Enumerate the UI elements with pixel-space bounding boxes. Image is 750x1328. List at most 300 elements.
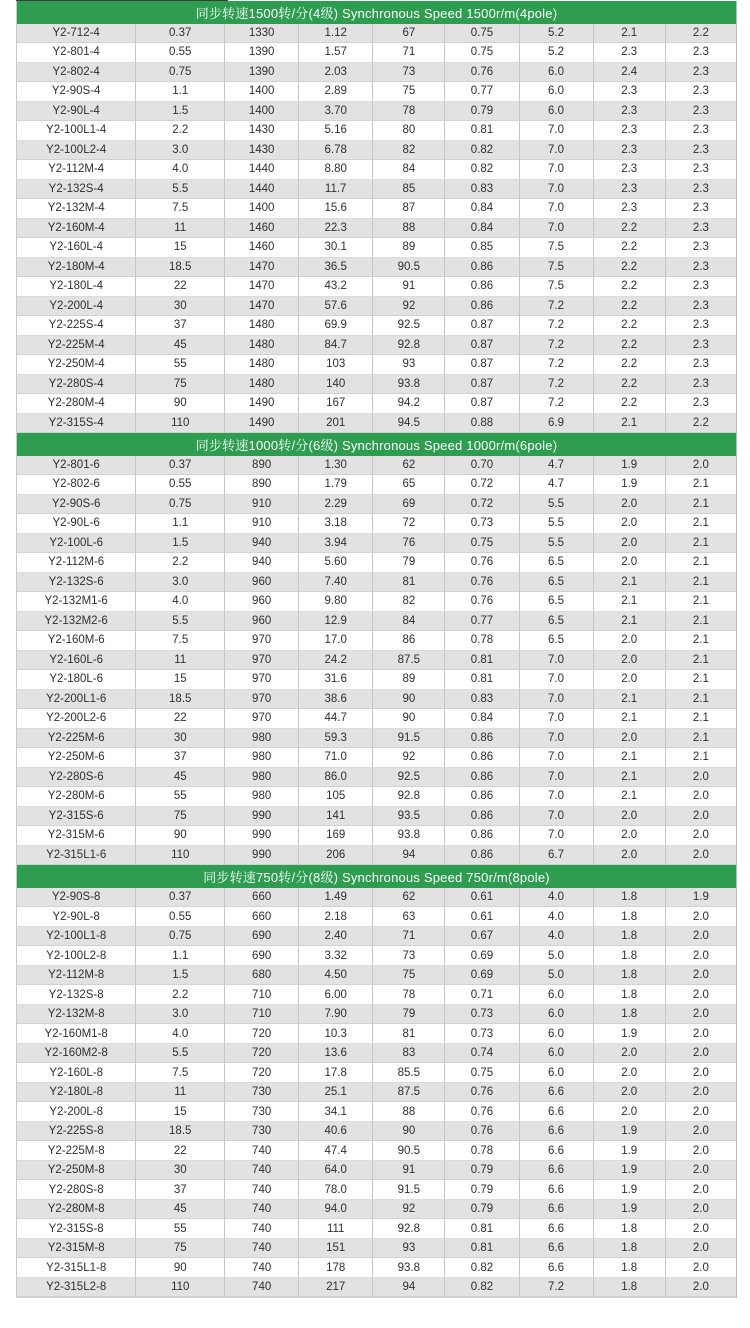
- value-cell: 2.0: [666, 807, 736, 827]
- table-row: [17, 787, 736, 807]
- value-cell: 0.87: [445, 375, 519, 395]
- value-cell: 0.76: [445, 1083, 519, 1103]
- model-cell: Y2-315L1-6: [17, 846, 136, 866]
- value-cell: 22: [136, 709, 225, 729]
- value-cell: 1400: [225, 82, 299, 102]
- value-cell: 0.76: [445, 553, 519, 573]
- value-cell: 0.76: [445, 573, 519, 593]
- value-cell: 4.7: [520, 475, 594, 495]
- value-cell: 2.0: [666, 826, 736, 846]
- value-cell: 0.86: [445, 258, 519, 278]
- model-cell: Y2-132S-6: [17, 573, 136, 593]
- value-cell: 7.0: [520, 748, 594, 768]
- value-cell: 0.77: [445, 82, 519, 102]
- value-cell: 5.5: [136, 612, 225, 632]
- value-cell: 217: [299, 1278, 373, 1298]
- value-cell: 6.5: [520, 573, 594, 593]
- table-row: [17, 966, 736, 986]
- value-cell: 2.3: [666, 141, 736, 161]
- value-cell: 1.1: [136, 82, 225, 102]
- model-cell: Y2-200L-8: [17, 1102, 136, 1122]
- table-row: [17, 258, 736, 278]
- value-cell: 0.55: [136, 907, 225, 927]
- value-cell: 0.72: [445, 495, 519, 515]
- value-cell: 2.1: [666, 514, 736, 534]
- table-row: [17, 180, 736, 200]
- model-cell: Y2-315S-6: [17, 807, 136, 827]
- value-cell: 2.3: [666, 219, 736, 239]
- model-cell: Y2-225S-8: [17, 1122, 136, 1142]
- value-cell: 1480: [225, 355, 299, 375]
- value-cell: 5.2: [520, 24, 594, 44]
- value-cell: 0.86: [445, 768, 519, 788]
- value-cell: 40.6: [299, 1122, 373, 1142]
- value-cell: 2.0: [594, 1063, 666, 1083]
- value-cell: 2.3: [594, 121, 666, 141]
- value-cell: 7.2: [520, 316, 594, 336]
- value-cell: 3.18: [299, 514, 373, 534]
- value-cell: 6.0: [520, 102, 594, 122]
- value-cell: 18.5: [136, 690, 225, 710]
- table-row: [17, 826, 736, 846]
- value-cell: 92.5: [373, 316, 445, 336]
- value-cell: 970: [225, 709, 299, 729]
- value-cell: 92.8: [373, 1219, 445, 1239]
- value-cell: 2.3: [666, 258, 736, 278]
- value-cell: 71: [373, 43, 445, 63]
- table-row: [17, 43, 736, 63]
- value-cell: 2.0: [666, 1005, 736, 1025]
- value-cell: 2.03: [299, 63, 373, 83]
- table-row: [17, 1141, 736, 1161]
- value-cell: 0.78: [445, 1141, 519, 1161]
- value-cell: 6.0: [520, 63, 594, 83]
- value-cell: 167: [299, 394, 373, 414]
- table-row: [17, 1200, 736, 1220]
- value-cell: 1.5: [136, 534, 225, 554]
- value-cell: 7.0: [520, 787, 594, 807]
- value-cell: 86.0: [299, 768, 373, 788]
- value-cell: 970: [225, 670, 299, 690]
- value-cell: 18.5: [136, 258, 225, 278]
- value-cell: 0.87: [445, 394, 519, 414]
- value-cell: 660: [225, 907, 299, 927]
- model-cell: Y2-112M-6: [17, 553, 136, 573]
- value-cell: 7.0: [520, 199, 594, 219]
- value-cell: 30.1: [299, 238, 373, 258]
- value-cell: 990: [225, 826, 299, 846]
- value-cell: 91.5: [373, 1180, 445, 1200]
- value-cell: 2.1: [594, 748, 666, 768]
- value-cell: 1.8: [594, 1258, 666, 1278]
- value-cell: 980: [225, 748, 299, 768]
- value-cell: 1.1: [136, 946, 225, 966]
- value-cell: 2.0: [666, 1219, 736, 1239]
- table-row: [17, 82, 736, 102]
- value-cell: 2.40: [299, 927, 373, 947]
- value-cell: 7.2: [520, 375, 594, 395]
- value-cell: 7.5: [136, 1063, 225, 1083]
- value-cell: 80: [373, 121, 445, 141]
- value-cell: 1400: [225, 102, 299, 122]
- value-cell: 79: [373, 553, 445, 573]
- value-cell: 2.3: [666, 82, 736, 102]
- value-cell: 2.1: [666, 495, 736, 515]
- value-cell: 7.0: [520, 729, 594, 749]
- value-cell: 910: [225, 495, 299, 515]
- value-cell: 0.87: [445, 355, 519, 375]
- value-cell: 7.5: [520, 258, 594, 278]
- table-row: [17, 534, 736, 554]
- value-cell: 201: [299, 414, 373, 434]
- value-cell: 890: [225, 456, 299, 476]
- value-cell: 1.1: [136, 514, 225, 534]
- value-cell: 1.8: [594, 946, 666, 966]
- value-cell: 2.0: [594, 514, 666, 534]
- value-cell: 2.0: [666, 456, 736, 476]
- value-cell: 2.2: [666, 414, 736, 434]
- value-cell: 2.1: [594, 414, 666, 434]
- value-cell: 6.0: [520, 1005, 594, 1025]
- table-row: [17, 768, 736, 788]
- value-cell: 1.9: [594, 1122, 666, 1142]
- value-cell: 0.73: [445, 1024, 519, 1044]
- value-cell: 11: [136, 219, 225, 239]
- table-row: [17, 1161, 736, 1181]
- value-cell: 2.1: [666, 573, 736, 593]
- model-cell: Y2-100L2-8: [17, 946, 136, 966]
- table-row: [17, 1102, 736, 1122]
- model-cell: Y2-200L1-6: [17, 690, 136, 710]
- section-title: 同步转速1500转/分(4级) Synchronous Speed 1500r/m(4pole): [195, 5, 558, 21]
- value-cell: 1.12: [299, 24, 373, 44]
- value-cell: 1.9: [666, 888, 736, 908]
- value-cell: 2.3: [666, 121, 736, 141]
- model-cell: Y2-100L-6: [17, 534, 136, 554]
- value-cell: 206: [299, 846, 373, 866]
- value-cell: 0.75: [445, 1063, 519, 1083]
- value-cell: 0.69: [445, 946, 519, 966]
- value-cell: 62: [373, 456, 445, 476]
- value-cell: 43.2: [299, 277, 373, 297]
- model-cell: Y2-132M-8: [17, 1005, 136, 1025]
- table-row: [17, 592, 736, 612]
- value-cell: 2.0: [594, 1044, 666, 1064]
- value-cell: 81: [373, 573, 445, 593]
- value-cell: 2.0: [594, 495, 666, 515]
- value-cell: 2.3: [666, 160, 736, 180]
- value-cell: 2.0: [666, 1063, 736, 1083]
- value-cell: 1470: [225, 277, 299, 297]
- value-cell: 7.2: [520, 297, 594, 317]
- value-cell: 7.2: [520, 336, 594, 356]
- value-cell: 89: [373, 670, 445, 690]
- value-cell: 2.1: [666, 534, 736, 554]
- value-cell: 2.3: [666, 180, 736, 200]
- value-cell: 1490: [225, 414, 299, 434]
- model-cell: Y2-280S-6: [17, 768, 136, 788]
- value-cell: 5.5: [520, 534, 594, 554]
- value-cell: 0.84: [445, 199, 519, 219]
- value-cell: 2.0: [666, 1239, 736, 1259]
- value-cell: 89: [373, 238, 445, 258]
- value-cell: 0.84: [445, 709, 519, 729]
- model-cell: Y2-160M2-8: [17, 1044, 136, 1064]
- value-cell: 105: [299, 787, 373, 807]
- value-cell: 5.5: [136, 180, 225, 200]
- model-cell: Y2-280S-8: [17, 1180, 136, 1200]
- value-cell: 7.2: [520, 394, 594, 414]
- value-cell: 6.6: [520, 1161, 594, 1181]
- model-cell: Y2-132S-8: [17, 985, 136, 1005]
- value-cell: 1.79: [299, 475, 373, 495]
- value-cell: 76: [373, 534, 445, 554]
- value-cell: 2.1: [666, 475, 736, 495]
- value-cell: 660: [225, 888, 299, 908]
- value-cell: 7.0: [520, 709, 594, 729]
- value-cell: 2.1: [594, 573, 666, 593]
- value-cell: 1.8: [594, 1005, 666, 1025]
- value-cell: 0.86: [445, 846, 519, 866]
- value-cell: 6.00: [299, 985, 373, 1005]
- model-cell: Y2-280S-4: [17, 375, 136, 395]
- model-cell: Y2-280M-4: [17, 394, 136, 414]
- value-cell: 0.55: [136, 475, 225, 495]
- value-cell: 93.8: [373, 375, 445, 395]
- value-cell: 0.75: [445, 24, 519, 44]
- value-cell: 2.3: [666, 238, 736, 258]
- value-cell: 47.4: [299, 1141, 373, 1161]
- table-row: [17, 277, 736, 297]
- value-cell: 7.0: [520, 180, 594, 200]
- value-cell: 2.1: [666, 612, 736, 632]
- model-cell: Y2-90S-8: [17, 888, 136, 908]
- value-cell: 6.6: [520, 1180, 594, 1200]
- value-cell: 2.3: [666, 394, 736, 414]
- value-cell: 11: [136, 1083, 225, 1103]
- value-cell: 2.2: [136, 121, 225, 141]
- value-cell: 87.5: [373, 651, 445, 671]
- table-row: [17, 394, 736, 414]
- value-cell: 83: [373, 1044, 445, 1064]
- model-cell: Y2-712-4: [17, 24, 136, 44]
- section-title: 同步转速750转/分(8级) Synchronous Speed 750r/m(8pole): [203, 869, 550, 885]
- table-row: [17, 748, 736, 768]
- value-cell: 1.8: [594, 1278, 666, 1298]
- value-cell: 62: [373, 888, 445, 908]
- value-cell: 82: [373, 141, 445, 161]
- value-cell: 6.0: [520, 1063, 594, 1083]
- value-cell: 12.9: [299, 612, 373, 632]
- value-cell: 94.2: [373, 394, 445, 414]
- value-cell: 970: [225, 651, 299, 671]
- value-cell: 2.3: [666, 102, 736, 122]
- table-row: [17, 1063, 736, 1083]
- value-cell: 2.1: [594, 592, 666, 612]
- value-cell: 91: [373, 1161, 445, 1181]
- value-cell: 2.1: [666, 729, 736, 749]
- value-cell: 10.3: [299, 1024, 373, 1044]
- value-cell: 15: [136, 1102, 225, 1122]
- value-cell: 720: [225, 1063, 299, 1083]
- table-row: [17, 1005, 736, 1025]
- value-cell: 0.79: [445, 1161, 519, 1181]
- value-cell: 0.71: [445, 985, 519, 1005]
- value-cell: 0.69: [445, 966, 519, 986]
- value-cell: 25.1: [299, 1083, 373, 1103]
- value-cell: 2.89: [299, 82, 373, 102]
- value-cell: 93: [373, 355, 445, 375]
- value-cell: 90: [136, 826, 225, 846]
- value-cell: 15: [136, 670, 225, 690]
- value-cell: 15.6: [299, 199, 373, 219]
- value-cell: 78: [373, 102, 445, 122]
- value-cell: 2.1: [666, 748, 736, 768]
- value-cell: 6.6: [520, 1200, 594, 1220]
- model-cell: Y2-90L-6: [17, 514, 136, 534]
- value-cell: 2.2: [594, 375, 666, 395]
- model-cell: Y2-802-6: [17, 475, 136, 495]
- table-row: [17, 807, 736, 827]
- value-cell: 0.61: [445, 907, 519, 927]
- value-cell: 75: [136, 1239, 225, 1259]
- value-cell: 0.73: [445, 514, 519, 534]
- value-cell: 90: [373, 690, 445, 710]
- value-cell: 2.2: [136, 553, 225, 573]
- value-cell: 2.0: [666, 1024, 736, 1044]
- value-cell: 2.0: [594, 631, 666, 651]
- value-cell: 2.0: [594, 670, 666, 690]
- value-cell: 730: [225, 1083, 299, 1103]
- value-cell: 7.5: [520, 277, 594, 297]
- value-cell: 94.0: [299, 1200, 373, 1220]
- value-cell: 690: [225, 927, 299, 947]
- table-row: [17, 1239, 736, 1259]
- value-cell: 90: [373, 1122, 445, 1142]
- model-cell: Y2-801-6: [17, 456, 136, 476]
- model-cell: Y2-225S-4: [17, 316, 136, 336]
- value-cell: 0.79: [445, 102, 519, 122]
- value-cell: 1.8: [594, 1239, 666, 1259]
- table-row: [17, 219, 736, 239]
- value-cell: 1480: [225, 316, 299, 336]
- value-cell: 970: [225, 631, 299, 651]
- value-cell: 94: [373, 1278, 445, 1298]
- value-cell: 690: [225, 946, 299, 966]
- value-cell: 0.76: [445, 63, 519, 83]
- value-cell: 90: [136, 1258, 225, 1278]
- value-cell: 37: [136, 316, 225, 336]
- value-cell: 1490: [225, 394, 299, 414]
- value-cell: 7.90: [299, 1005, 373, 1025]
- section-header: [17, 1, 736, 24]
- value-cell: 72: [373, 514, 445, 534]
- value-cell: 4.0: [136, 1024, 225, 1044]
- value-cell: 740: [225, 1219, 299, 1239]
- value-cell: 1.9: [594, 456, 666, 476]
- table-row: [17, 907, 736, 927]
- value-cell: 6.5: [520, 612, 594, 632]
- model-cell: Y2-160L-6: [17, 651, 136, 671]
- value-cell: 94: [373, 846, 445, 866]
- value-cell: 1.9: [594, 1141, 666, 1161]
- table-row: [17, 514, 736, 534]
- value-cell: 73: [373, 946, 445, 966]
- value-cell: 2.0: [666, 1044, 736, 1064]
- value-cell: 1470: [225, 258, 299, 278]
- value-cell: 90.5: [373, 1141, 445, 1161]
- value-cell: 0.76: [445, 1102, 519, 1122]
- value-cell: 2.0: [594, 1083, 666, 1103]
- value-cell: 0.75: [136, 495, 225, 515]
- value-cell: 740: [225, 1258, 299, 1278]
- value-cell: 6.9: [520, 414, 594, 434]
- value-cell: 22.3: [299, 219, 373, 239]
- value-cell: 92: [373, 297, 445, 317]
- model-cell: Y2-250M-8: [17, 1161, 136, 1181]
- value-cell: 2.0: [666, 985, 736, 1005]
- table-row: [17, 1278, 736, 1298]
- section-title: 同步转速1000转/分(6级) Synchronous Speed 1000r/m(6pole): [195, 437, 558, 453]
- value-cell: 17.0: [299, 631, 373, 651]
- value-cell: 37: [136, 748, 225, 768]
- value-cell: 5.5: [520, 514, 594, 534]
- value-cell: 22: [136, 277, 225, 297]
- value-cell: 680: [225, 966, 299, 986]
- value-cell: 4.0: [520, 907, 594, 927]
- value-cell: 2.3: [666, 375, 736, 395]
- value-cell: 1430: [225, 121, 299, 141]
- value-cell: 11: [136, 651, 225, 671]
- value-cell: 2.1: [594, 24, 666, 44]
- value-cell: 2.3: [666, 277, 736, 297]
- value-cell: 55: [136, 355, 225, 375]
- value-cell: 75: [136, 807, 225, 827]
- value-cell: 57.6: [299, 297, 373, 317]
- value-cell: 90.5: [373, 258, 445, 278]
- model-cell: Y2-112M-8: [17, 966, 136, 986]
- value-cell: 2.2: [594, 355, 666, 375]
- value-cell: 2.0: [594, 807, 666, 827]
- value-cell: 7.0: [520, 670, 594, 690]
- value-cell: 0.77: [445, 612, 519, 632]
- value-cell: 0.82: [445, 160, 519, 180]
- model-cell: Y2-100L1-8: [17, 927, 136, 947]
- table-row: [17, 888, 736, 908]
- value-cell: 4.0: [520, 927, 594, 947]
- table-row: [17, 316, 736, 336]
- value-cell: 0.37: [136, 24, 225, 44]
- model-cell: Y2-160M-4: [17, 219, 136, 239]
- value-cell: 0.85: [445, 238, 519, 258]
- value-cell: 55: [136, 1219, 225, 1239]
- value-cell: 2.0: [666, 1258, 736, 1278]
- value-cell: 0.37: [136, 456, 225, 476]
- value-cell: 2.0: [666, 768, 736, 788]
- model-cell: Y2-280M-6: [17, 787, 136, 807]
- value-cell: 7.2: [520, 1278, 594, 1298]
- value-cell: 2.2: [594, 297, 666, 317]
- value-cell: 1440: [225, 180, 299, 200]
- value-cell: 1.8: [594, 966, 666, 986]
- value-cell: 1.9: [594, 1200, 666, 1220]
- value-cell: 6.0: [520, 1044, 594, 1064]
- value-cell: 7.0: [520, 219, 594, 239]
- value-cell: 2.2: [594, 258, 666, 278]
- table-row: [17, 612, 736, 632]
- table-row: [17, 1024, 736, 1044]
- value-cell: 2.1: [666, 592, 736, 612]
